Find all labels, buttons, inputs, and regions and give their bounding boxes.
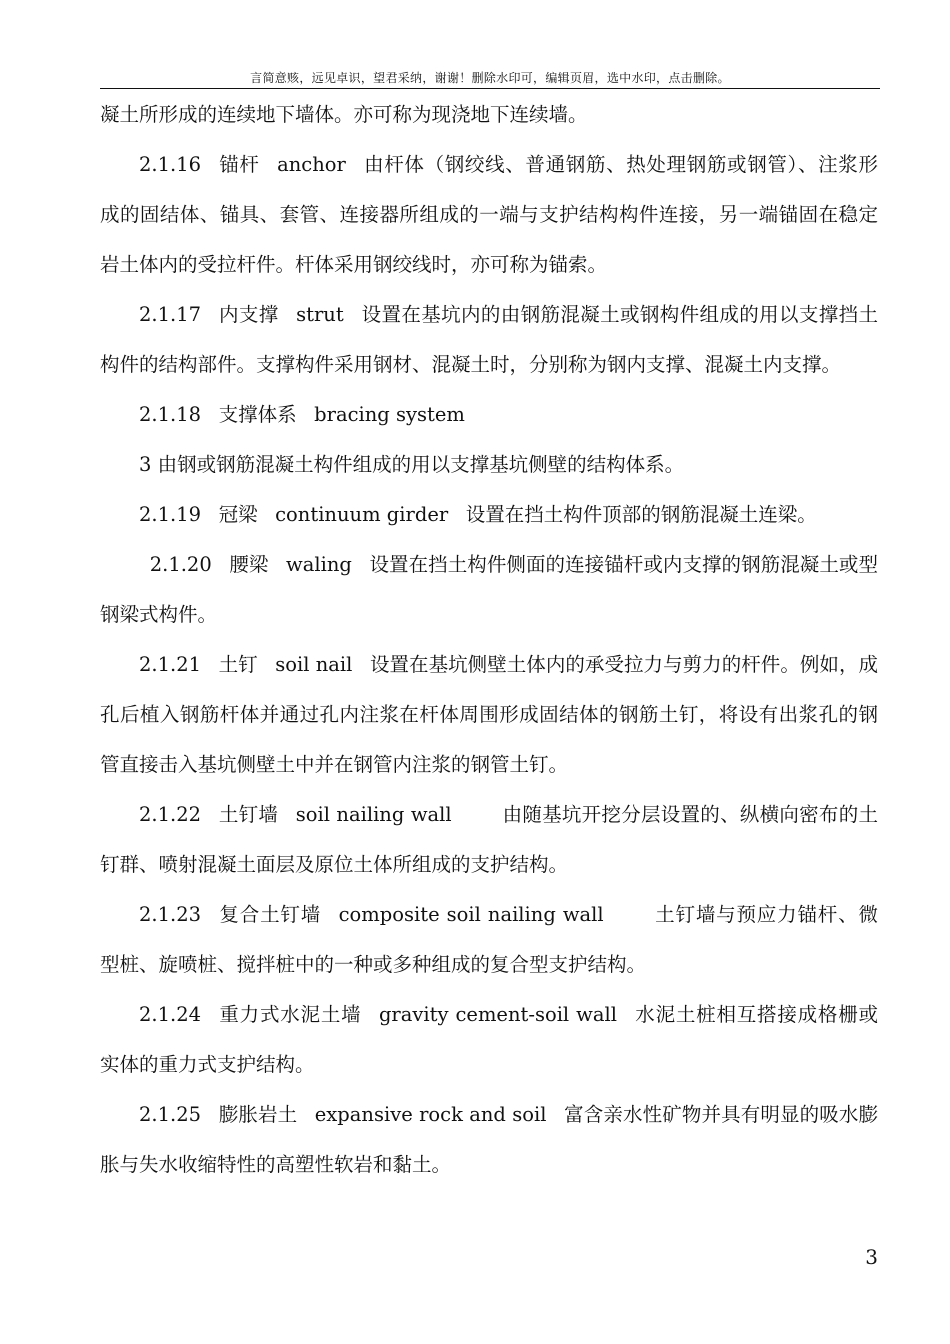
term-number: 2.1.20 [149, 553, 212, 576]
term-2-1-18 [100, 390, 878, 440]
term-number: 2.1.24 [139, 1003, 202, 1026]
term-2-1-23 [100, 890, 878, 990]
term-definition: 设置在挡土构件侧面的连接锚杆或内支撑的钢筋混凝土或型钢梁式构件。 [100, 553, 878, 626]
term-chinese: 支撑体系 [218, 403, 297, 426]
term-number: 2.1.19 [139, 503, 202, 526]
term-2-1-21 [100, 640, 878, 790]
term-english: composite soil nailing wall [338, 903, 604, 926]
term-2-1-19 [100, 490, 878, 540]
term-chinese: 复合土钉墙 [218, 903, 322, 926]
term-number: 2.1.16 [139, 153, 202, 176]
term-2-1-24 [100, 990, 878, 1090]
term-definition: 设置在基坑内的由钢筋混凝土或钢构件组成的用以支撑挡土构件的结构部件。支撑构件采用钢材、混凝土时，分别称为钢内支撑、混凝土内支撑。 [100, 303, 878, 376]
term-definition: 设置在基坑侧壁土体内的承受拉力与剪力的杆件。例如，成孔后植入钢筋杆体并通过孔内注浆在杆体周围形成固结体的钢筋土钉，将设有出浆孔的钢管直接击入基坑侧壁土中并在钢管内注浆的钢管土钉。 [100, 653, 878, 776]
term-chinese: 内支撑 [218, 303, 279, 326]
term-chinese: 腰梁 [229, 553, 269, 576]
term-2-1-20 [100, 540, 878, 640]
page-number: 3 [865, 1245, 878, 1269]
term-2-1-16 [100, 140, 878, 290]
term-definition: 由杆体（钢绞线、普通钢筋、热处理钢筋或钢管）、注浆形成的固结体、锚具、套管、连接器所组成的一端与支护结构构件连接，另一端锚固在稳定岩土体内的受拉杆件。杆体采用钢绞线时，亦可称为锚索。 [100, 153, 878, 276]
term-number: 2.1.21 [139, 653, 202, 676]
paragraph-text: 3 由钢或钢筋混凝土构件组成的用以支撑基坑侧壁的结构体系。 [139, 453, 685, 476]
term-english: expansive rock and soil [314, 1103, 547, 1126]
term-2-1-25 [100, 1090, 878, 1190]
term-number: 2.1.25 [139, 1103, 202, 1126]
term-definition: 土钉墙与预应力锚杆、微型桩、旋喷桩、搅拌桩中的一种或多种组成的复合型支护结构。 [100, 903, 878, 976]
term-english: soil nail [275, 653, 353, 676]
term-definition: 设置在挡土构件顶部的钢筋混凝土连梁。 [465, 503, 817, 526]
term-english: soil nailing wall [295, 803, 452, 826]
term-chinese: 土钉墙 [218, 803, 279, 826]
term-chinese: 重力式水泥土墙 [218, 1003, 362, 1026]
term-2-1-22 [100, 790, 878, 890]
term-number: 2.1.18 [139, 403, 202, 426]
term-definition: 由随基坑开挖分层设置的、纵横向密布的土钉群、喷射混凝土面层及原位土体所组成的支护结构。 [100, 803, 878, 876]
term-chinese: 锚杆 [218, 153, 260, 176]
document-body [100, 90, 878, 1190]
term-english: continuum girder [275, 503, 449, 526]
paragraph-continuation [100, 90, 878, 140]
term-chinese: 膨胀岩土 [218, 1103, 298, 1126]
term-definition: 富含亲水性矿物并具有明显的吸水膨胀与失水收缩特性的高塑性软岩和黏土。 [100, 1103, 878, 1176]
term-definition: 水泥土桩相互搭接成格栅或实体的重力式支护结构。 [100, 1003, 878, 1076]
term-number: 2.1.23 [139, 903, 202, 926]
term-english: anchor [277, 153, 346, 176]
term-english: gravity cement-soil wall [378, 1003, 617, 1026]
term-english: bracing system [314, 403, 465, 426]
paragraph-bracing-definition [100, 440, 878, 490]
term-2-1-17 [100, 290, 878, 390]
page-header-watermark: 言简意赅，远见卓识，望君采纳，谢谢！删除水印可，编辑页眉，选中水印，点击删除。 [250, 71, 730, 85]
term-number: 2.1.22 [139, 803, 202, 826]
term-chinese: 土钉 [218, 653, 258, 676]
term-number: 2.1.17 [139, 303, 202, 326]
term-english: strut [296, 303, 344, 326]
term-english: waling [286, 553, 352, 576]
term-chinese: 冠梁 [218, 503, 258, 526]
paragraph-text: 凝土所形成的连续地下墙体。亦可称为现浇地下连续墙。 [100, 103, 588, 126]
header-divider [100, 88, 880, 89]
